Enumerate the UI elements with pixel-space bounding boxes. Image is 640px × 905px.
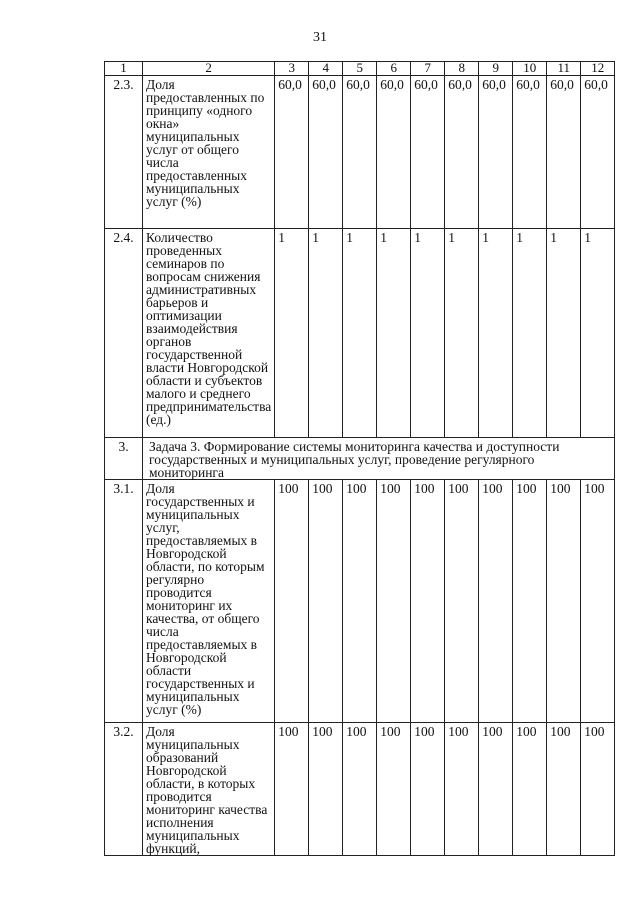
value-cell: 1 (411, 229, 445, 438)
value-cell: 60,0 (275, 76, 309, 229)
value-cell: 100 (275, 480, 309, 723)
row-number: 3.1. (105, 480, 143, 723)
value-cell: 100 (581, 723, 615, 856)
task-row (105, 438, 615, 480)
indicator-name: Доля муниципальных образований Новгородской области, в которых проводится мониторинг качества исполнения муниципальных функций, (143, 723, 275, 856)
value-cell: 100 (479, 723, 513, 856)
value-cell: 100 (343, 723, 377, 856)
value-cell: 1 (513, 229, 547, 438)
header-cell: 4 (309, 62, 343, 76)
page-number: 31 (313, 30, 327, 45)
value-cell: 100 (479, 480, 513, 723)
value-cell: 60,0 (479, 76, 513, 229)
indicators-table (104, 61, 615, 856)
header-cell: 3 (275, 62, 309, 76)
task-title: Задача 3. Формирование системы мониторинга качества и доступности государственных и муниципальных услуг, проведение регулярного мониторинга (143, 438, 615, 480)
value-cell: 60,0 (309, 76, 343, 229)
indicator-name: Количество проведенных семинаров по вопросам снижения административных барьеров и оптимизации взаимодействия органов государственной власти Новгородской области и субъектов малого и среднего предпринимательства (ед.) (143, 229, 275, 438)
value-cell: 1 (343, 229, 377, 438)
value-cell: 100 (445, 480, 479, 723)
header-cell: 5 (343, 62, 377, 76)
value-cell: 100 (513, 723, 547, 856)
value-cell: 100 (581, 480, 615, 723)
value-cell: 1 (309, 229, 343, 438)
value-cell: 1 (581, 229, 615, 438)
value-cell: 60,0 (445, 76, 479, 229)
value-cell: 100 (411, 723, 445, 856)
value-cell: 1 (275, 229, 309, 438)
table-header-row (105, 62, 615, 76)
value-cell: 1 (377, 229, 411, 438)
header-cell: 12 (581, 62, 615, 76)
row-number: 3. (105, 438, 143, 480)
table-row (105, 480, 615, 723)
value-cell: 60,0 (513, 76, 547, 229)
value-cell: 100 (547, 480, 581, 723)
value-cell: 100 (343, 480, 377, 723)
indicator-name: Доля предоставленных по принципу «одного окна» муниципальных услуг от общего числа предоставленных муниципальных услуг (%) (143, 76, 275, 229)
value-cell: 100 (547, 723, 581, 856)
value-cell: 1 (445, 229, 479, 438)
value-cell: 100 (275, 723, 309, 856)
header-cell: 1 (105, 62, 143, 76)
table-row (105, 76, 615, 229)
header-cell: 2 (143, 62, 275, 76)
value-cell: 100 (309, 723, 343, 856)
value-cell: 60,0 (377, 76, 411, 229)
value-cell: 60,0 (411, 76, 445, 229)
value-cell: 100 (411, 480, 445, 723)
value-cell: 60,0 (547, 76, 581, 229)
value-cell: 100 (513, 480, 547, 723)
row-number: 2.4. (105, 229, 143, 438)
value-cell: 60,0 (343, 76, 377, 229)
header-cell: 11 (547, 62, 581, 76)
header-cell: 8 (445, 62, 479, 76)
header-cell: 9 (479, 62, 513, 76)
value-cell: 100 (377, 723, 411, 856)
row-number: 3.2. (105, 723, 143, 856)
table-row (105, 229, 615, 438)
row-number: 2.3. (105, 76, 143, 229)
table-row (105, 723, 615, 856)
value-cell: 100 (445, 723, 479, 856)
value-cell: 1 (547, 229, 581, 438)
value-cell: 1 (479, 229, 513, 438)
header-cell: 6 (377, 62, 411, 76)
value-cell: 100 (309, 480, 343, 723)
value-cell: 60,0 (581, 76, 615, 229)
header-cell: 10 (513, 62, 547, 76)
header-cell: 7 (411, 62, 445, 76)
indicator-name: Доля государственных и муниципальных услуг, предоставляемых в Новгородской области, по которым регулярно проводится мониторинг их качества, от общего числа предоставляемых в Новгородской области государственных и муниципальных услуг (%) (143, 480, 275, 723)
value-cell: 100 (377, 480, 411, 723)
